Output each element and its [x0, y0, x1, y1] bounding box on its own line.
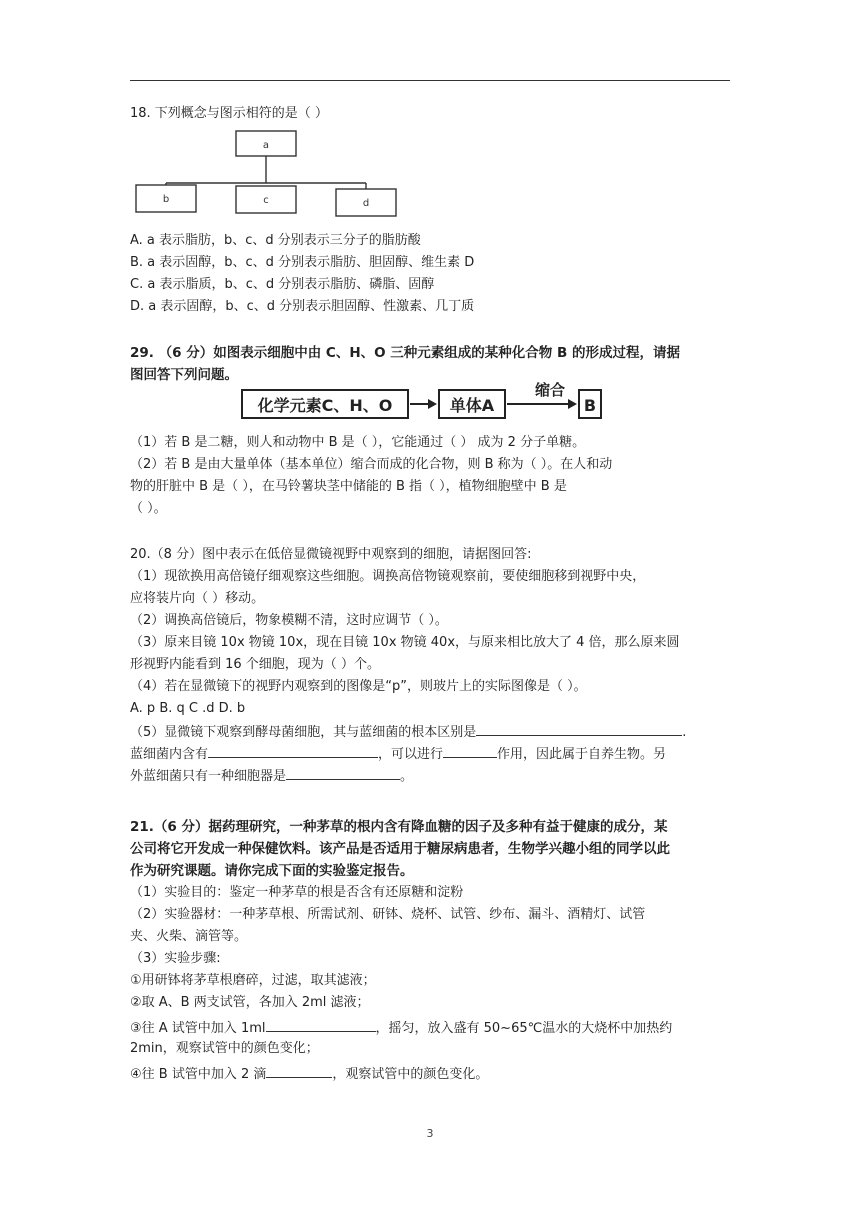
- q19-line-2: （2）若 B 是由大量单体（基本单位）缩合而成的化合物，则 B 称为（ ）。在人和动: [130, 457, 613, 472]
- q18-option-a: A. a 表示脂肪，b、c、d 分别表示三分子的脂肪酸: [130, 233, 421, 248]
- flow-box-monomer-label: 单体A: [449, 396, 495, 415]
- q21-line-3: 夹、火柴、滴管等。: [130, 929, 248, 944]
- q19-line-3: 物的肝脏中 B 是（ ），在马铃薯块茎中储能的 B 指（ ），植物细胞壁中 B 是: [130, 479, 567, 494]
- answer-blank[interactable]: [476, 722, 682, 736]
- answer-blank[interactable]: [208, 744, 378, 758]
- q20-q5-text: 蓝细菌内含有: [130, 747, 209, 762]
- q20-q5-text: （5）显微镜下观察到酵母菌细胞，其与蓝细菌的根本区别是: [130, 725, 477, 740]
- q20-q5-line-1: [130, 722, 686, 742]
- flow-box-elements-label: 化学元素C、H、O: [257, 396, 393, 415]
- diagram-label-d: d: [362, 198, 370, 209]
- q21-line-5: ①用研钵将茅草根磨碎，过滤，取其滤液；: [130, 973, 376, 988]
- q18-option-c: C. a 表示脂质，b、c、d 分别表示脂肪、磷脂、固醇: [130, 277, 435, 292]
- q19-line-1: （1）若 B 是二糖，则人和动物中 B 是（ ），它能通过（ ） 成为 2 分子单糖。: [130, 435, 586, 450]
- answer-blank[interactable]: [266, 1018, 376, 1032]
- q21-stem-line-2: 公司将它开发成一种保健饮料。该产品是否适用于糖尿病患者，生物学兴趣小组的同学以此: [130, 841, 670, 857]
- q18-stem: 18. 下列概念与图示相符的是（ ）: [130, 106, 328, 121]
- q21-step-4: [130, 1064, 488, 1084]
- flow-arrow-label: 缩合: [534, 381, 566, 399]
- q19-line-4: （ ）。: [130, 501, 167, 516]
- q19-flow-diagram: [238, 378, 608, 426]
- q20-q5-end: .: [682, 725, 687, 740]
- q20-q5-text: 外蓝细菌只有一种细胞器是: [130, 769, 287, 784]
- q20-q5-text: 作用，因此属于自养生物。另: [497, 747, 667, 762]
- q21-step-text: ，观察试管中的颜色变化。: [332, 1067, 489, 1082]
- q21-line-1: （1）实验目的：鉴定一种茅草的根是否含有还原糖和淀粉: [130, 885, 464, 900]
- q18-option-d: D. a 表示固醇，b、c、d 分别表示胆固醇、性激素、几丁质: [130, 299, 475, 314]
- q20-q5-line-2: [130, 744, 666, 764]
- q19-stem-line2: 图回答下列问题。: [130, 367, 238, 383]
- flow-arrowhead-2: [568, 399, 577, 409]
- q19-stem-line1: 29. （6 分）如图表示细胞中由 C、H、O 三种元素组成的某种化合物 B 的形成过程，请据: [130, 345, 680, 361]
- flow-arrowhead-1: [428, 399, 437, 409]
- answer-blank[interactable]: [286, 766, 400, 780]
- q21-step-3: [130, 1018, 672, 1038]
- diagram-label-a: a: [262, 140, 270, 151]
- q21-step-3-cont: 2min，观察试管中的颜色变化；: [130, 1041, 319, 1056]
- page-number: 3: [426, 1127, 434, 1140]
- q18-option-b: B. a 表示固醇，b、c、d 分别表示脂肪、胆固醇、维生素 D: [130, 255, 475, 270]
- answer-blank[interactable]: [266, 1064, 332, 1078]
- diagram-label-b: b: [162, 194, 170, 205]
- q20-line-5: （3）原来目镜 10x 物镜 10x，现在目镜 10x 物镜 40x，与原来相比放大了 4 倍，那么原来圆: [130, 635, 680, 650]
- q20-line-1: 20.（8 分）图中表示在低倍显微镜视野中观察到的细胞，请据图回答:: [130, 547, 532, 562]
- answer-blank[interactable]: [443, 744, 497, 758]
- q21-stem-line-1: 21.（6 分）据药理研究，一种茅草的根内含有降血糖的因子及多种有益于健康的成分，某: [130, 819, 668, 835]
- q20-q5-line-3: [130, 766, 413, 786]
- q21-line-2: （2）实验器材：一种茅草根、所需试剂、研钵、烧杯、试管、纱布、漏斗、酒精灯、试管: [130, 907, 646, 922]
- q18-hierarchy-diagram: [130, 128, 410, 228]
- q20-line-6: 形视野内能看到 16 个细胞，现为（ ）个。: [130, 657, 380, 672]
- q20-line-3: 应将装片向（ ）移动。: [130, 591, 265, 606]
- q21-step-text: ③往 A 试管中加入 1ml: [130, 1021, 266, 1036]
- q20-q5-text: 。: [400, 769, 414, 784]
- q21-stem-line-3: 作为研究课题。请你完成下面的实验鉴定报告。: [130, 863, 414, 879]
- q20-q5-text: ，可以进行: [378, 747, 444, 762]
- q21-line-4: （3）实验步骤:: [130, 951, 221, 966]
- diagram-label-c: c: [263, 195, 269, 206]
- q20-options: A. p B. q C .d D. b: [130, 701, 246, 716]
- q20-line-2: （1）现欲换用高倍镜仔细观察这些细胞。调换高倍物镜观察前，要使细胞移到视野中央，: [130, 569, 646, 584]
- q20-line-4: （2）调换高倍镜后，物象模糊不清，这时应调节（ ）。: [130, 613, 448, 628]
- q21-line-6: ②取 A、B 两支试管，各加入 2ml 滤液；: [130, 995, 370, 1010]
- q21-step-text: ，摇匀，放入盛有 50~65℃温水的大烧杯中加热约: [375, 1021, 673, 1036]
- q21-step-text: ④往 B 试管中加入 2 滴: [130, 1067, 267, 1082]
- q20-line-7: （4）若在显微镜下的视野内观察到的图像是“p”，则玻片上的实际图像是（ ）。: [130, 679, 587, 694]
- header-rule: [130, 80, 730, 81]
- flow-box-b-label: B: [583, 396, 597, 415]
